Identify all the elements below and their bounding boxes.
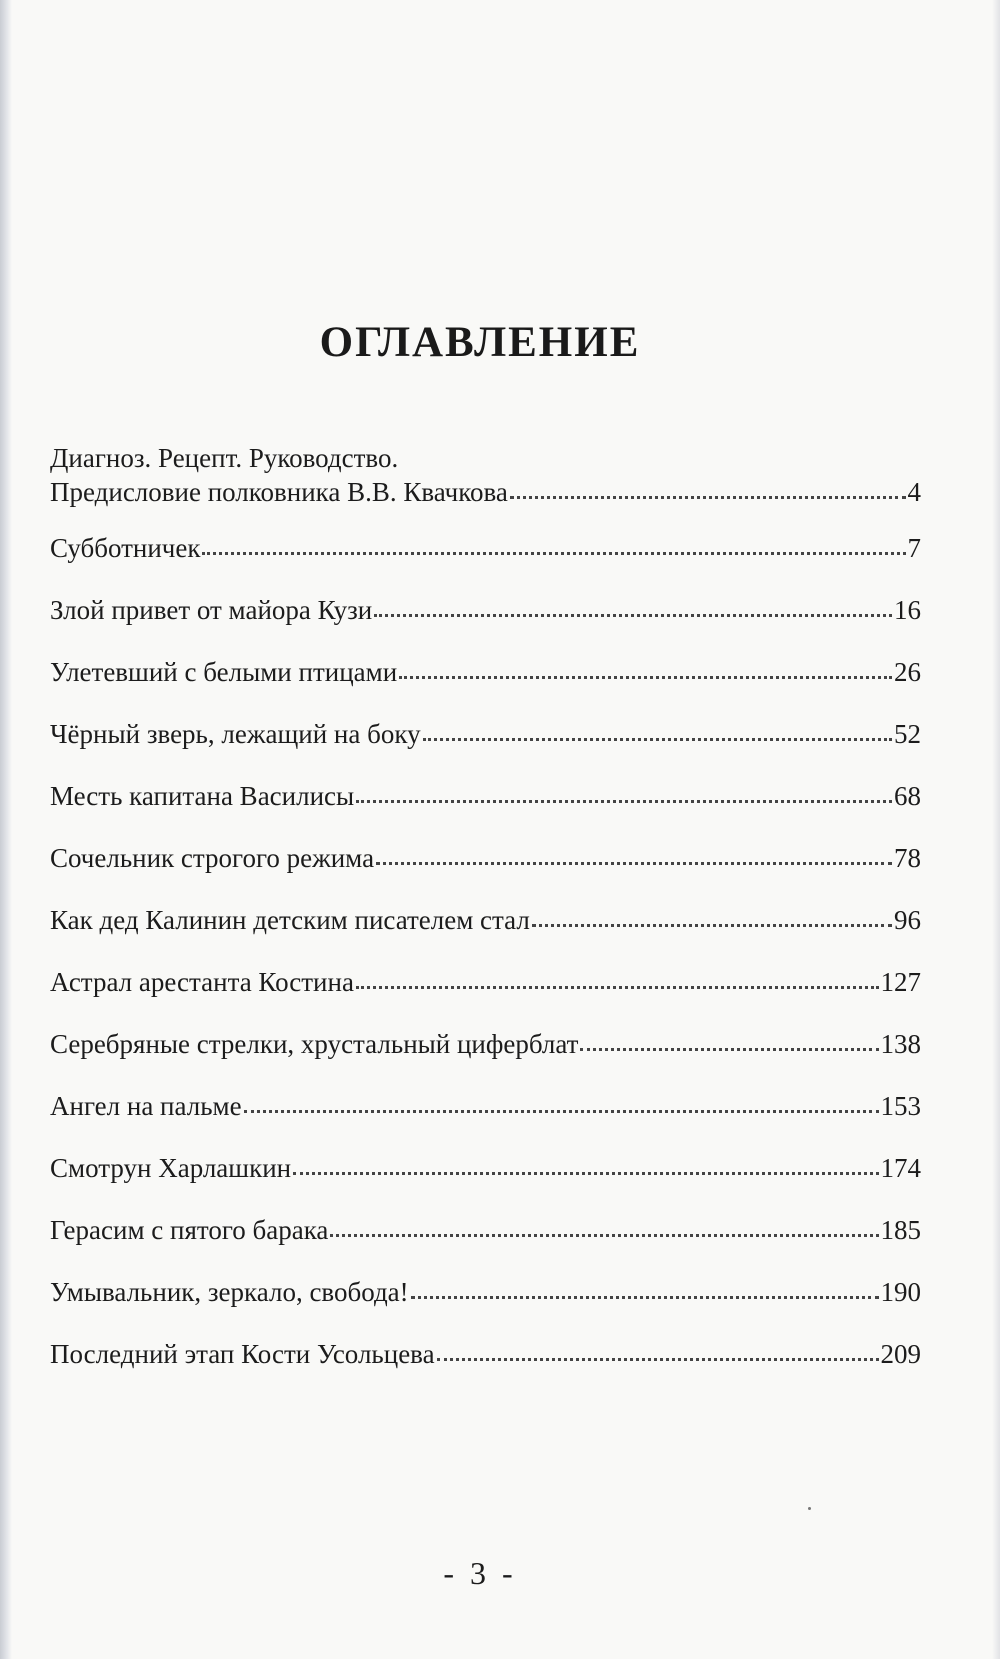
dot-leader (202, 530, 905, 555)
toc-entry-title: Серебряные стрелки, хрустальный циферблат (50, 1029, 579, 1059)
toc-entry[interactable] (50, 779, 921, 813)
toc-entry[interactable] (50, 1213, 921, 1247)
toc-entry[interactable] (50, 1151, 921, 1185)
toc-entry-page: 153 (880, 1091, 921, 1121)
toc-entry-title: Сочельник строгого режима (50, 843, 375, 873)
toc-entry-title: Предисловие полковника В.В. Квачкова (50, 477, 508, 507)
toc-entry[interactable] (50, 531, 921, 565)
toc-entry-title: Умывальник, зеркало, свобода! (50, 1277, 409, 1307)
page-number: - 3 - (443, 1555, 517, 1591)
print-speck (808, 1507, 811, 1510)
toc-entry-title: Смотрун Харлашкин (50, 1153, 292, 1183)
toc-entry[interactable] (50, 1337, 921, 1371)
toc-entry[interactable] (50, 1089, 921, 1123)
toc-entry-row (50, 475, 921, 509)
toc-entry-page: 174 (880, 1153, 921, 1183)
toc-entry-page: 68 (894, 781, 921, 811)
dot-leader (356, 964, 879, 989)
toc-entry-page: 26 (894, 657, 921, 687)
toc-entry-page: 127 (880, 967, 921, 997)
page-right-edge (992, 0, 1000, 1659)
toc-entry-title: Улетевший с белыми птицами (50, 657, 398, 687)
toc-entry-page: 190 (880, 1277, 921, 1307)
toc-entry-title: Ангел на пальме (50, 1091, 242, 1121)
dot-leader (244, 1088, 879, 1113)
page-title: ОГЛАВЛЕНИЕ (319, 319, 641, 366)
toc-entry[interactable] (50, 1027, 921, 1061)
dot-leader (374, 592, 892, 617)
dot-leader (399, 654, 892, 679)
toc-entry[interactable] (50, 965, 921, 999)
toc-entry-title: Месть капитана Василисы (50, 781, 355, 811)
toc-entry-page: 185 (880, 1215, 921, 1245)
toc-entry-title: Злой привет от майора Кузи (50, 595, 373, 625)
toc-entry-page: 138 (880, 1029, 921, 1059)
toc-entry[interactable] (50, 1275, 921, 1309)
dot-leader (423, 716, 892, 741)
toc-entry-title: Субботничек (50, 533, 201, 563)
toc-entry-page: 4 (907, 477, 921, 507)
toc-entry-title: Чёрный зверь, лежащий на боку (50, 719, 421, 749)
dot-leader (532, 902, 892, 927)
toc-entry-title: Как дед Калинин детским писателем стал (50, 905, 530, 935)
toc-entry[interactable] (50, 717, 921, 751)
toc-entry-page: 7 (907, 533, 921, 563)
toc-entry[interactable] (50, 593, 921, 627)
toc-entry[interactable] (50, 841, 921, 875)
dot-leader (580, 1026, 878, 1051)
dot-leader (411, 1274, 879, 1299)
dot-leader (330, 1212, 878, 1237)
toc-entry-title: Герасим с пятого барака (50, 1215, 329, 1245)
dot-leader (437, 1336, 879, 1361)
toc-entry-title-line1: Диагноз. Рецепт. Руководство. (50, 443, 399, 473)
toc-entry[interactable] (50, 903, 921, 937)
dot-leader (376, 840, 892, 865)
toc-entry-page: 52 (894, 719, 921, 749)
dot-leader (356, 778, 892, 803)
toc-entry-page: 16 (894, 595, 921, 625)
toc-entry-preface[interactable] (50, 441, 921, 507)
dot-leader (293, 1150, 878, 1175)
toc-entry-page: 96 (894, 905, 921, 935)
table-of-contents (50, 441, 921, 1399)
dot-leader (510, 474, 906, 499)
page-binding-edge (0, 0, 12, 1659)
toc-entry[interactable] (50, 655, 921, 689)
toc-entry-title: Последний этап Кости Усольцева (50, 1339, 435, 1369)
toc-entry-page: 209 (880, 1339, 921, 1369)
toc-entry-page: 78 (894, 843, 921, 873)
toc-entry-title: Астрал арестанта Костина (50, 967, 354, 997)
